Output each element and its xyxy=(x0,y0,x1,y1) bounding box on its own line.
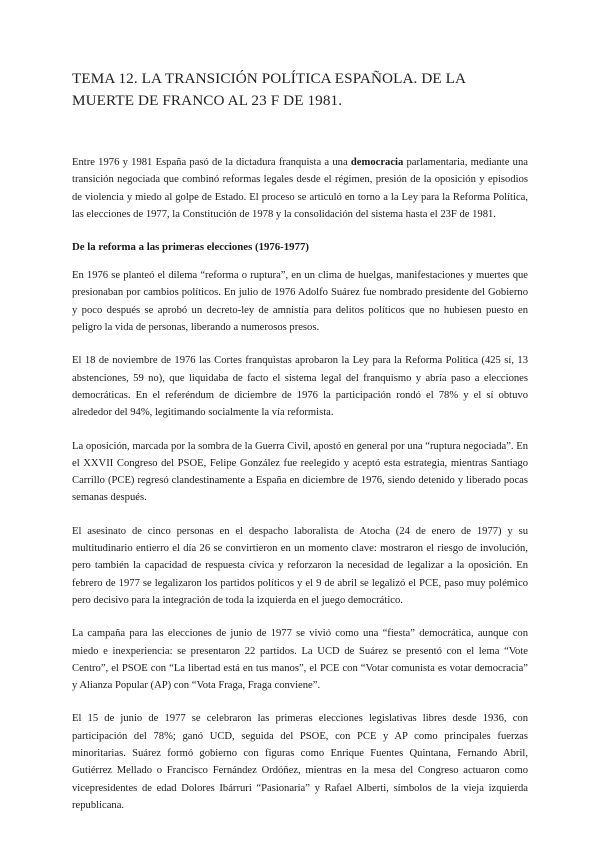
body-paragraph: La campaña para las elecciones de junio de 1977 se vivió como una “fiesta” democrática, aunque con miedo e inexperiencia: se presentaron 22 partidos. La UCD de Suárez se presentó con el lema “Vote Centro”, el PSOE con “La libertad está en tus manos”, el PCE con “Votar comunista es votar democracia” y Alianza Popular (AP) con “Vota Fraga, Fraga conviene”. xyxy=(72,628,528,692)
body-paragraph: En 1976 se planteó el dilema “reforma o ruptura”, en un clima de huelgas, manifestaciones y muertes que presionaban por cambios políticos. En julio de 1976 Adolfo Suárez fue nombrado presidente del Gobierno y poco después se aprobó un decreto-ley de amnistía para delitos políticos que no hubiesen puesto en peligro la vida de personas, liberando a numerosos presos. xyxy=(72,270,528,334)
body-paragraph: La oposición, marcada por la sombra de la Guerra Civil, apostó en general por una “ruptura negociada”. En el XXVII Congreso del PSOE, Felipe González fue reelegido y aceptó esta estrategia, mientras Santiago Carrillo (PCE) regresó clandestinamente a España en diciembre de 1976, siendo detenido y liberado pocas semanas después. xyxy=(72,440,528,504)
page-title: TEMA 12. LA TRANSICIÓN POLÍTICA ESPAÑOLA. DE LA MUERTE DE FRANCO AL 23 F DE 1981. xyxy=(72,70,466,109)
body-paragraph: El 15 de junio de 1977 se celebraron las primeras elecciones legislativas libres desde 1936, con participación del 78%; ganó UCD, seguida del PSOE, con PCE y AP como principales fuerzas minoritarias. Suárez formó gobierno con figuras como Enrique Fuentes Quintana, Fernando Abril, Gutiérrez Mellado o Francisco Fernández Ordóñez, mientras en la mesa del Congreso actuaron como vicepresidentes de edad Dolores Ibárruri “Pasionaria” y Rafael Alberti, símbolos de la vieja izquierda republicana. xyxy=(72,713,528,811)
body-paragraph: El 18 de noviembre de 1976 las Cortes franquistas aprobaron la Ley para la Reforma Política (425 sí, 13 abstenciones, 59 no), que liquidaba de facto el sistema legal del franquismo y abría paso a elecciones democráticas. En el referéndum de diciembre de 1976 la participación rondó el 78% y el sí obtuvo alrededor del 94%, legitimando socialmente la vía reformista. xyxy=(72,355,528,419)
intro-bold-term: democracia xyxy=(350,157,404,168)
intro-text-end: parlamentaria, mediante una transición negociada que combinó reformas legales desde el régimen, presión de la oposición y episodios de violencia y miedo al golpe de Estado. El proceso se articuló en torno a la Ley para la Reforma Política, las elecciones de 1977, la Constitución de 1978 y la consolidación del sistema hasta el 23F de 1981. xyxy=(72,157,528,220)
body-paragraph: El asesinato de cinco personas en el despacho laboralista de Atocha (24 de enero de 1977) y su multitudinario entierro el día 26 se convirtieron en un momento clave: mostraron el riesgo de involución, pero también la capacidad de respuesta cívica y reforzaron la necesidad de legalizar a la oposición. En febrero de 1977 se legalizaron los partidos políticos y el 9 de abril se legalizó el PCE, paso muy polémico pero decisivo para la integración de toda la izquierda en el juego democrático. xyxy=(72,525,528,606)
section-heading: De la reforma a las primeras elecciones (1976-1977) xyxy=(72,241,309,254)
intro-text-start: Entre 1976 y 1981 España pasó de la dictadura franquista a una xyxy=(72,157,351,168)
intro-paragraph xyxy=(72,154,528,223)
